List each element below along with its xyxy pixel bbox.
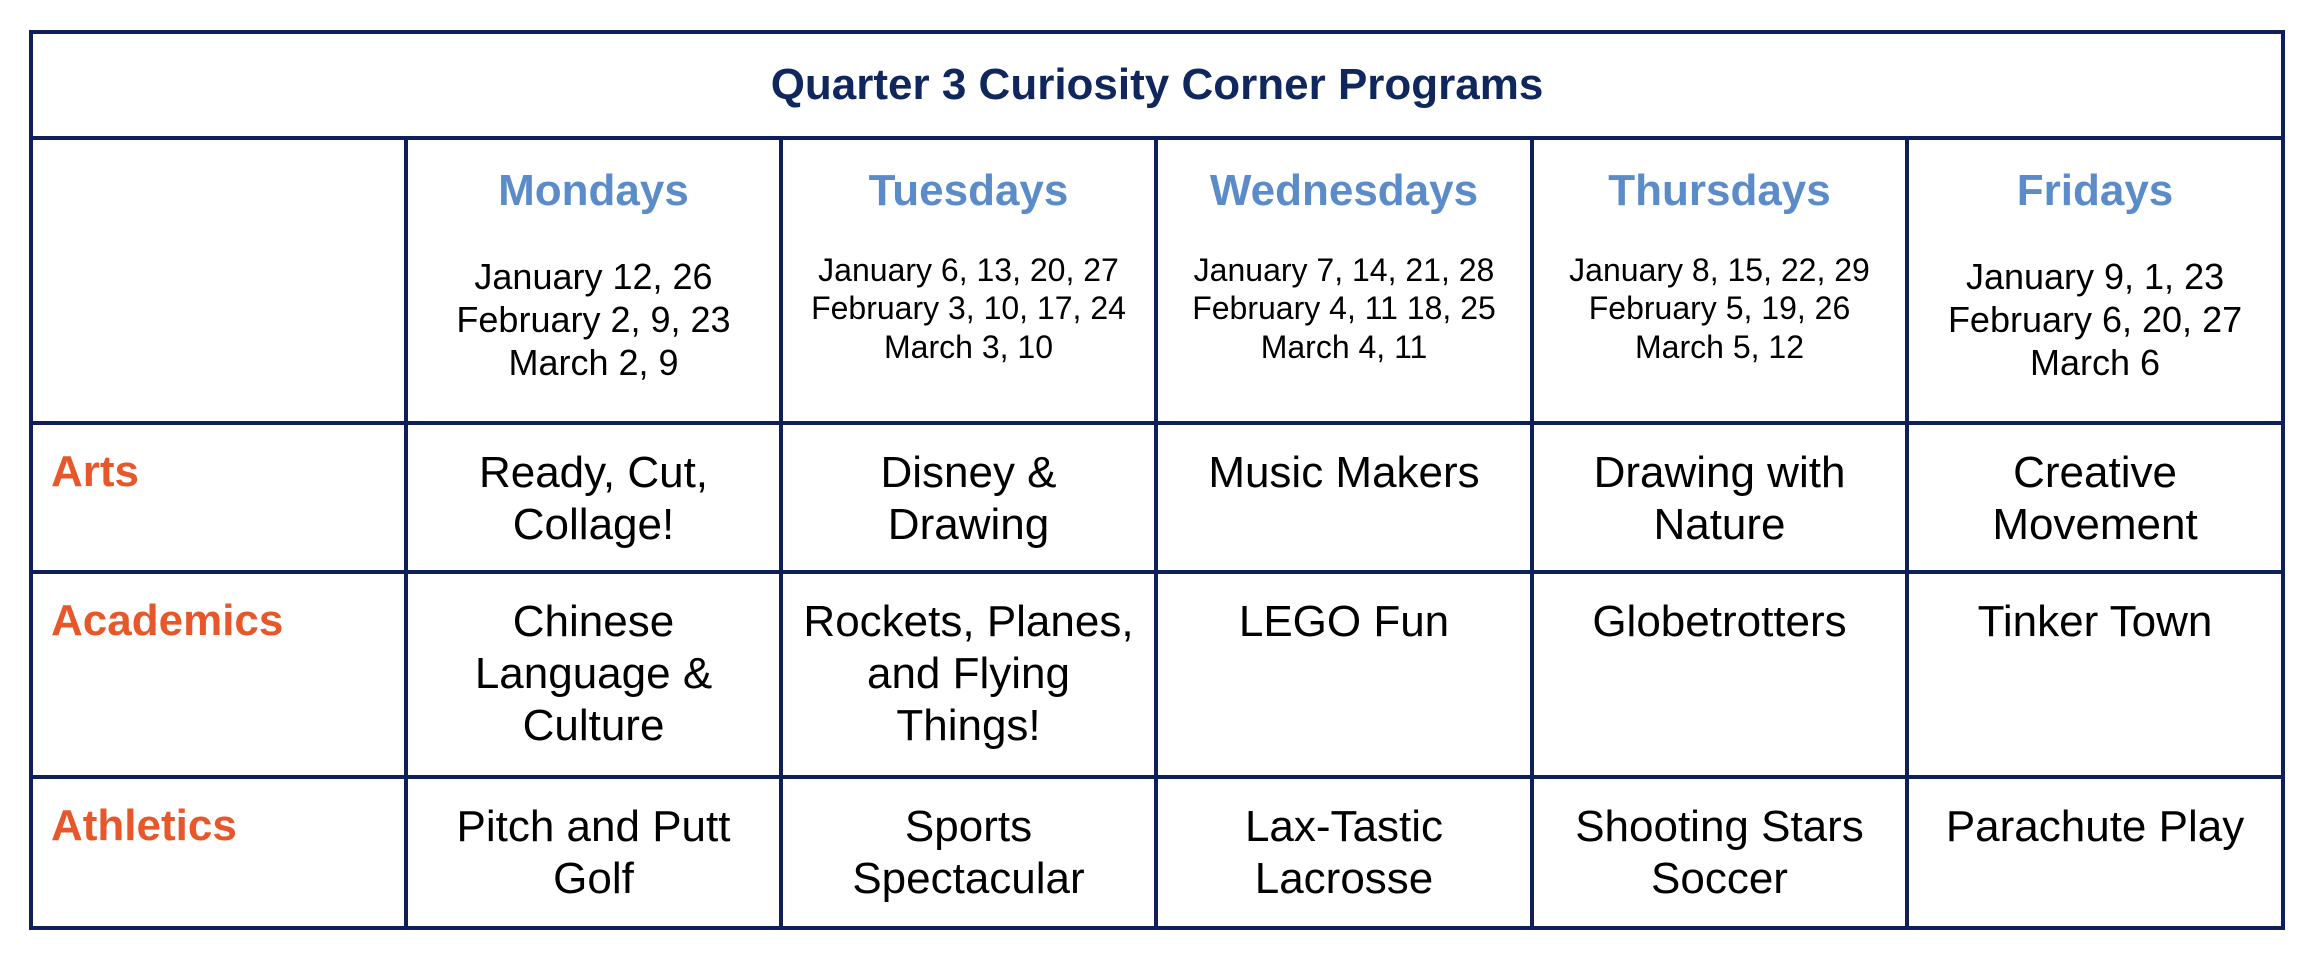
category-label-athletics: Athletics: [31, 777, 406, 928]
date-line: January 9, 1, 23: [1965, 255, 2225, 297]
program-name: Pitch and Putt Golf: [456, 802, 731, 904]
date-line: March 5, 12: [1635, 328, 1804, 365]
date-line: February 4, 11 18, 25: [1192, 290, 1496, 327]
day-name: Fridays: [2016, 166, 2174, 216]
day-dates: [408, 255, 779, 385]
date-line: February 5, 19, 26: [1588, 290, 1851, 327]
day-dates: [1534, 251, 1905, 366]
program-cell: [1532, 777, 1907, 928]
date-line: February 3, 10, 17, 24: [811, 290, 1126, 327]
program-name: Shooting Stars Soccer: [1575, 802, 1864, 904]
day-dates: [1909, 255, 2281, 385]
day-header-fridays: [1907, 138, 2283, 423]
date-line: March 2, 9: [508, 342, 679, 384]
corner-empty-cell: [31, 138, 406, 423]
program-name: Chinese Language & Culture: [474, 596, 713, 750]
program-cell: [1532, 423, 1907, 571]
program-cell: [406, 777, 781, 928]
date-line: March 3, 10: [884, 328, 1053, 365]
program-cell: [406, 572, 781, 778]
day-header-wednesdays: [1156, 138, 1532, 423]
program-cell: [1156, 777, 1532, 928]
program-cell: [1907, 423, 2283, 571]
date-line: January 12, 26: [474, 255, 713, 297]
program-cell: [1907, 777, 2283, 928]
program-name: Music Makers: [1208, 448, 1480, 498]
day-dates: [1158, 251, 1530, 366]
category-label-academics: Academics: [31, 572, 406, 778]
program-cell: [1907, 572, 2283, 778]
category-label-arts: Arts: [31, 423, 406, 571]
program-cell: [781, 572, 1156, 778]
program-name: Tinker Town: [1977, 596, 2213, 646]
program-name: Sports Spectacular: [852, 802, 1085, 904]
program-cell: [1532, 572, 1907, 778]
program-name: Lax-Tastic Lacrosse: [1244, 802, 1444, 904]
program-name: Creative Movement: [1992, 448, 2198, 550]
table-row-athletics: [31, 777, 2283, 928]
table-title: Quarter 3 Curiosity Corner Programs: [31, 32, 2283, 138]
program-name: Globetrotters: [1592, 596, 1847, 646]
program-cell: [406, 423, 781, 571]
program-name: Rockets, Planes, and Flying Things!: [803, 596, 1134, 750]
date-line: March 6: [2030, 342, 2161, 384]
day-header-thursdays: [1532, 138, 1907, 423]
program-name: Disney & Drawing: [880, 448, 1057, 550]
table-row-arts: [31, 423, 2283, 571]
program-name: LEGO Fun: [1238, 596, 1450, 646]
day-header-tuesdays: [781, 138, 1156, 423]
date-line: January 6, 13, 20, 27: [818, 251, 1119, 288]
program-schedule-table: [29, 30, 2285, 930]
date-line: February 2, 9, 23: [456, 299, 731, 341]
date-line: February 6, 20, 27: [1947, 299, 2243, 341]
day-header-mondays: [406, 138, 781, 423]
program-name: Drawing with Nature: [1593, 448, 1846, 550]
day-name: Mondays: [498, 166, 689, 216]
program-name: Ready, Cut, Collage!: [478, 448, 709, 550]
program-cell: [1156, 572, 1532, 778]
day-name: Wednesdays: [1209, 166, 1479, 216]
date-line: January 8, 15, 22, 29: [1569, 251, 1870, 288]
day-name: Thursdays: [1608, 166, 1831, 216]
program-cell: [781, 777, 1156, 928]
day-dates: [783, 251, 1154, 366]
date-line: March 4, 11: [1260, 328, 1428, 365]
day-name: Tuesdays: [868, 166, 1069, 216]
program-cell: [1156, 423, 1532, 571]
program-name: Parachute Play: [1945, 802, 2245, 852]
date-line: January 7, 14, 21, 28: [1193, 251, 1495, 288]
program-cell: [781, 423, 1156, 571]
table-row-academics: [31, 572, 2283, 778]
